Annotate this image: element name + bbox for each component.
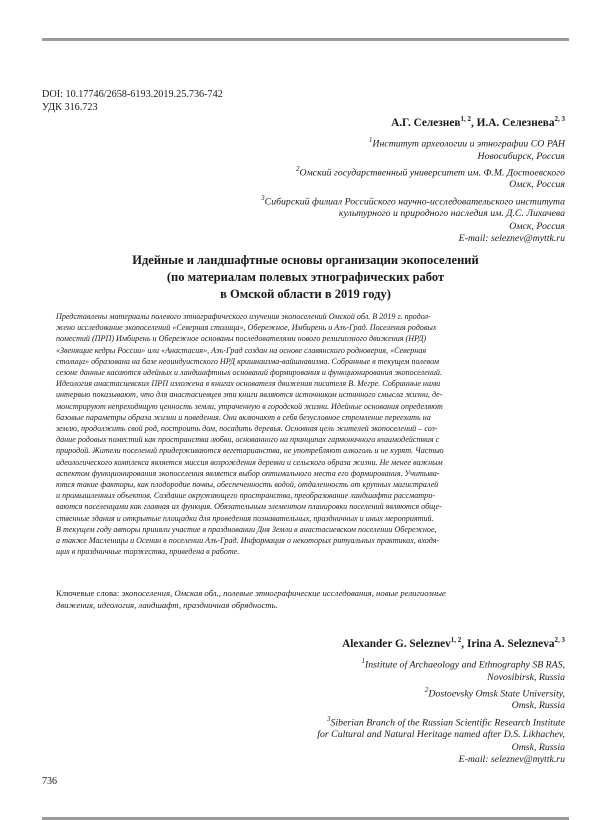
affiliation-line: Novosibirsk, Russia bbox=[487, 671, 565, 683]
keywords bbox=[56, 588, 558, 611]
author-name: И.А. Селезнева bbox=[476, 116, 555, 129]
author-sup: 2, 3 bbox=[554, 636, 565, 644]
abstract-line: интервью показывают, что для анастасиевцев эти книги являются источником истинного смысла жизни, де- bbox=[56, 390, 443, 400]
authors-en: Alexander G. Seleznev$^{1, 2}$, Irina A. Selezneva$^{2, 3}$ bbox=[342, 636, 565, 650]
abstract-line: и промышленных объектов. Создание окружающего пространства, преобразование ландшафта рассматри- bbox=[56, 491, 435, 501]
header-rule bbox=[42, 38, 569, 41]
abstract-line: ственные здания и открытые площадки для проведения познавательных, праздничных и иных мероприятий. bbox=[56, 513, 434, 523]
abstract-line: поместий (ПРП) Имбирень и Обережное основаны последователями нового религиозного движения (НРД) bbox=[56, 334, 427, 344]
doi: DOI: 10.17746/2658-6193.2019.25.736-742 bbox=[42, 89, 223, 100]
affiliation-line: Омск, Россия bbox=[509, 220, 565, 232]
author-sup: 1, 2 bbox=[460, 115, 471, 123]
affiliation-line: $^3$Siberian Branch of the Russian Scientific Research Institute bbox=[327, 714, 565, 728]
abstract-line: жено исследование экопоселений «Северная столица», Обережное, Имбирень и Азъ-Град. Поселения родовых bbox=[56, 323, 437, 333]
abstract-line: щих в праздничные торжества, приведена в работе. bbox=[56, 547, 240, 557]
keywords-line bbox=[56, 588, 558, 600]
affiliation-line: Omsk, Russia bbox=[511, 741, 565, 753]
abstract-line: Идеология анастасиевских ПРП изложена в книгах основателя движения писателя В. Мегре. Собранные нами bbox=[56, 379, 441, 389]
abstract-line: столица» образована на базе неоиндуистского НРД кришнаизма-вайшнавизма. Собранные в текущем полевом bbox=[56, 356, 439, 366]
keywords-label: Ключевые слова: bbox=[56, 588, 122, 598]
author-sup: 1, 2 bbox=[450, 636, 462, 644]
affiliation-line: $^3$Сибирский филиал Российского научно-исследовательского института bbox=[261, 193, 565, 207]
author-name: А.Г. Селезнев bbox=[391, 116, 461, 129]
affiliation-line: for Cultural and Natural Heritage named after D.S. Likhachev, bbox=[317, 729, 565, 741]
title-line: в Омской области в 2019 году) bbox=[220, 287, 391, 301]
affiliation-line: Omsk, Russia bbox=[511, 700, 565, 712]
affiliation-line: Омск, Россия bbox=[509, 179, 565, 191]
abstract-line: монстрируют непреходящую ценность земли, утраченную в городской жизни. Идейные основания определяют bbox=[56, 401, 443, 411]
abstract-line: природой. Жители поселений придерживаются вегетарианства, не употребляют алкоголь и не курят. Частью bbox=[56, 446, 444, 456]
email: E-mail: seleznev@myttk.ru bbox=[458, 232, 565, 244]
affiliation-line: $^1$Институт археологии и этнографии СО РАН bbox=[368, 136, 565, 150]
abstract-line: а также Масленицы и Осенин в поселении Азъ-Град. Информация о некоторых ритуальных практиках, входя- bbox=[56, 536, 440, 546]
abstract-line: ются такие факторы, как плодородие почвы, обеспеченность водой, отдаленность от крупных магистралей bbox=[56, 480, 439, 490]
affiliation-line: культурного и природного наследия им. Д.С. Лихачева bbox=[338, 208, 565, 220]
author-name: Irina A. Selezneva bbox=[466, 637, 555, 650]
abstract-line: сезоне данные касаются идейных и ландшафтных оснований формирования и функционирования экопоселений. bbox=[56, 368, 442, 378]
abstract-line: Представлены материалы полевого этнографического изучения экопоселений Омской обл. В 2019 г. продол- bbox=[56, 312, 431, 321]
affiliation-line: $^2$Омский государственный университет им. Ф.М. Достоевского bbox=[295, 164, 565, 179]
keywords-text: движения, идеология, ландшафт, праздничная обрядность. bbox=[56, 599, 278, 610]
author-sup: 2, 3 bbox=[554, 115, 565, 123]
affiliations-ru bbox=[261, 134, 565, 245]
abstract-line: землю, продолжить свой род, построить дом, посадить деревья. Основная цель жителей экопоселений – соз- bbox=[56, 424, 438, 434]
authors-ru: А.Г. Селезнев$^{1, 2}$, И.А. Селезнева$^{2, 3}$ bbox=[391, 115, 565, 129]
abstract bbox=[56, 311, 558, 557]
abstract-line: дание родовых поместий как пространства любви, основанного на принципах гармоничного взаимодействия с bbox=[56, 435, 440, 445]
affiliation-line: $^1$Institute of Archaeology and Ethnography SB RAS, bbox=[361, 657, 565, 671]
title-line: (по материалам полевых этнографических работ bbox=[166, 270, 445, 284]
title-line: Идейные и ландшафтные основы организации экопоселений bbox=[132, 253, 479, 267]
affiliation-line: $^2$Dostoevsky Omsk State University, bbox=[424, 685, 565, 700]
abstract-line: аспектом функционирования экопоселения является выбор оптимального места его формирования. Учитыва- bbox=[56, 468, 440, 478]
email: E-mail: seleznev@myttk.ru bbox=[458, 753, 565, 765]
article-title bbox=[42, 252, 569, 303]
abstract-line: В текущем году авторы приняли участие в праздновании Дня Земли в анастасиевском поселении Обережное, bbox=[56, 524, 437, 534]
abstract-line: «Звенящие кедры России» или «Анастасия», Азъ-Град создан на основе славянского родноверия, «Северная bbox=[56, 345, 427, 355]
affiliations-en bbox=[317, 655, 565, 766]
affiliation-line: Новосибирск, Россия bbox=[477, 150, 565, 162]
author-name: Alexander G. Seleznev bbox=[342, 637, 451, 650]
article-meta bbox=[42, 89, 223, 114]
abstract-line: идеологического комплекса является миссия возрождения деревни и сельского образа жизни. Не менее важным bbox=[56, 457, 443, 467]
page-number: 736 bbox=[42, 776, 57, 787]
abstract-line: базовые параметры образа жизни и поведения. Они включают в себя безусловное стремление переехать на bbox=[56, 412, 431, 422]
abstract-line: ваются поселенцами как главная их функция. Обязательным элементом планировки поселений являются обще- bbox=[56, 502, 442, 512]
udk: УДК 316.723 bbox=[42, 101, 98, 113]
keywords-text: экопоселения, Омская обл., полевые этнографические исследования, новые религиозные bbox=[121, 588, 446, 598]
